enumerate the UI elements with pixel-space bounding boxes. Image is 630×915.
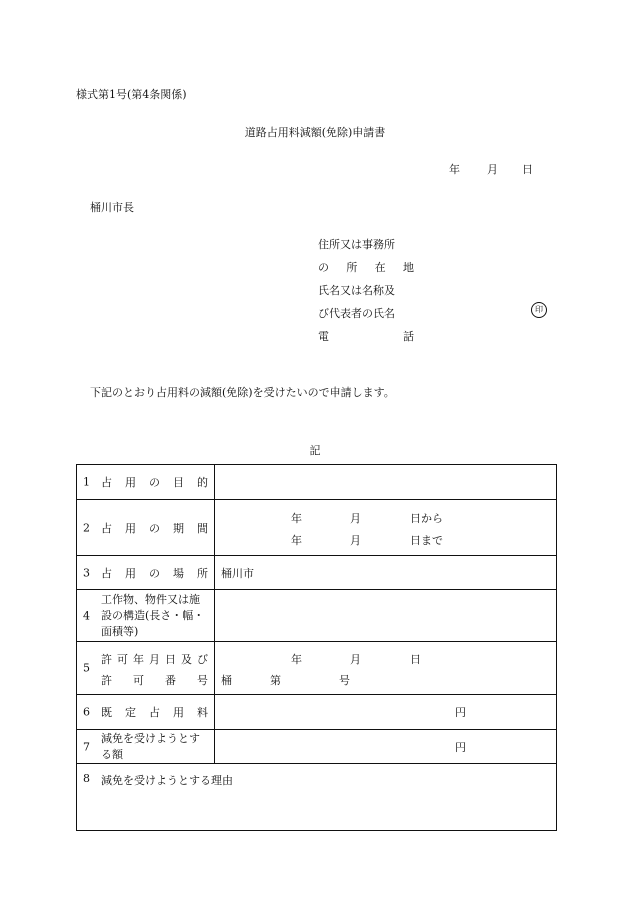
label-char: 許 xyxy=(101,674,112,687)
period-end-month: 月 xyxy=(350,534,361,547)
ki-heading: 記 xyxy=(309,444,321,457)
label-char: 用 xyxy=(173,706,184,719)
row-label-cell xyxy=(77,556,215,590)
row-label xyxy=(101,520,208,536)
row-label-cell xyxy=(77,695,215,730)
label-char: 電 xyxy=(318,330,329,343)
address-label-2 xyxy=(318,259,414,275)
structure-field[interactable] xyxy=(215,590,557,642)
label-char: の xyxy=(149,566,160,580)
table-row xyxy=(77,500,557,556)
reduction-amount-field[interactable] xyxy=(215,730,557,764)
row-label xyxy=(101,474,208,490)
table-row xyxy=(77,590,557,642)
period-end-day: 日まで xyxy=(410,534,443,547)
phone-label xyxy=(318,328,414,344)
table-row xyxy=(77,465,557,500)
row-number: 6 xyxy=(83,705,90,719)
label-char: 可 xyxy=(117,653,128,666)
location-value: 桶川市 xyxy=(221,566,254,580)
row-number: 5 xyxy=(83,661,90,675)
date-month-label: 月 xyxy=(487,163,498,176)
row-label xyxy=(101,704,208,720)
location-field[interactable] xyxy=(215,556,557,590)
permit-day: 日 xyxy=(410,653,421,666)
application-table xyxy=(76,464,557,831)
row-number: 2 xyxy=(83,521,90,534)
row-label-line1 xyxy=(101,651,208,667)
seal-mark: 印 xyxy=(531,302,547,318)
label-char: 場 xyxy=(173,566,184,580)
label-char: 及 xyxy=(181,653,192,666)
label-char: 定 xyxy=(125,706,136,719)
row-number: 8 xyxy=(83,772,90,785)
label-char: 目 xyxy=(173,476,184,489)
row-label-cell xyxy=(77,590,215,642)
row-label: 減免を受けようとする額 xyxy=(101,731,200,761)
label-char: の xyxy=(318,261,329,274)
label-char: 占 xyxy=(101,476,112,489)
existing-fee-field[interactable] xyxy=(215,695,557,730)
label-char: 地 xyxy=(402,261,414,274)
yen-unit: 円 xyxy=(455,740,466,754)
permit-go: 号 xyxy=(339,674,350,687)
label-char: 在 xyxy=(374,261,386,274)
period-start-day: 日から xyxy=(410,512,443,525)
label-char: 占 xyxy=(101,521,112,535)
label-char: 許 xyxy=(101,653,112,666)
label-char: 期 xyxy=(173,521,184,535)
label-char: 年 xyxy=(133,653,144,666)
label-char: 番 xyxy=(165,674,176,687)
row-label-line2 xyxy=(101,672,208,688)
row-label-cell xyxy=(77,730,215,764)
row-number: 3 xyxy=(83,566,90,579)
yen-unit: 円 xyxy=(455,706,466,719)
label-char: 間 xyxy=(197,521,208,535)
row-number: 1 xyxy=(83,475,90,489)
label-char: 可 xyxy=(133,674,144,687)
permit-dai: 第 xyxy=(270,674,281,687)
label-char: 的 xyxy=(197,476,208,489)
label-char: 話 xyxy=(403,330,414,343)
period-start-month: 月 xyxy=(350,512,361,525)
intro-text: 下記のとおり占用料の減額(免除)を受けたいので申請します。 xyxy=(90,386,395,399)
addressee: 桶川市長 xyxy=(90,201,134,214)
row-label-cell xyxy=(77,500,215,556)
label-char: 用 xyxy=(125,476,136,489)
row-number: 4 xyxy=(83,609,90,622)
row-number: 7 xyxy=(83,740,90,753)
label-char: 料 xyxy=(197,706,208,719)
label-char: 号 xyxy=(197,674,208,687)
reason-field[interactable] xyxy=(77,764,557,831)
name-label-2: び代表者の氏名 xyxy=(318,307,395,320)
label-char: 占 xyxy=(149,706,160,719)
permit-month: 月 xyxy=(350,653,361,666)
label-char: 用 xyxy=(125,521,136,535)
row-label: 減免を受けようとする理由 xyxy=(101,774,233,787)
page-title: 道路占用料減額(免除)申請書 xyxy=(244,126,386,139)
table-row xyxy=(77,556,557,590)
form-number: 様式第1号(第4条関係) xyxy=(76,88,187,101)
row-label-cell xyxy=(77,465,215,500)
label-char: 日 xyxy=(165,653,176,666)
table-row xyxy=(77,695,557,730)
label-char: 所 xyxy=(197,566,208,580)
row-label: 工作物、物件又は施設の構造(長さ・幅・面積等) xyxy=(101,592,205,638)
row-label-cell xyxy=(77,642,215,695)
date-day-label: 日 xyxy=(522,163,533,176)
table-row xyxy=(77,764,557,831)
label-char: 所 xyxy=(346,261,358,274)
label-char: の xyxy=(149,476,160,489)
date-year-label: 年 xyxy=(449,163,460,176)
period-end-year: 年 xyxy=(291,534,302,547)
label-char: 用 xyxy=(125,566,136,580)
table-row xyxy=(77,642,557,695)
permit-field[interactable] xyxy=(215,642,557,695)
label-char: 月 xyxy=(149,653,160,666)
table-row xyxy=(77,730,557,764)
label-char: の xyxy=(149,521,160,535)
period-field[interactable] xyxy=(215,500,557,556)
label-char: 既 xyxy=(101,706,112,719)
permit-year: 年 xyxy=(291,653,302,666)
name-label-1: 氏名又は名称及 xyxy=(318,284,395,297)
permit-prefix: 桶 xyxy=(221,674,232,687)
address-label-1: 住所又は事務所 xyxy=(318,238,395,251)
purpose-field[interactable] xyxy=(215,465,557,500)
label-char: 占 xyxy=(101,566,112,580)
period-start-year: 年 xyxy=(291,512,302,525)
label-char: び xyxy=(197,653,208,666)
row-label xyxy=(101,565,208,581)
